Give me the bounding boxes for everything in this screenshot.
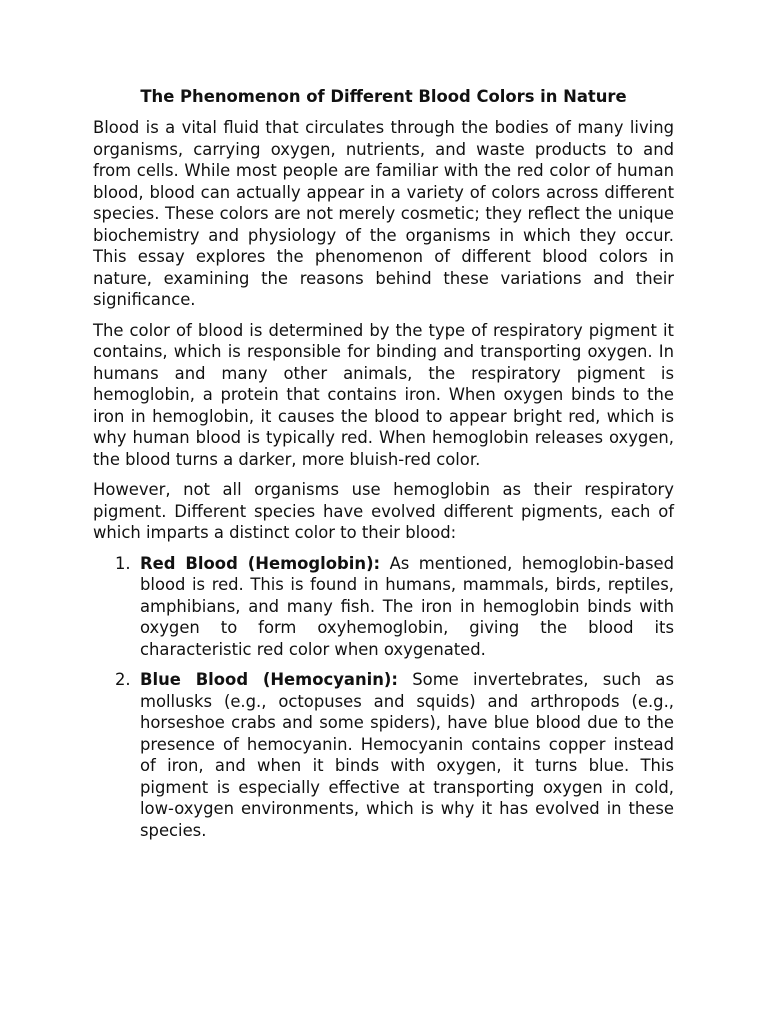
list-term: Blue Blood (Hemocyanin): (140, 670, 398, 689)
document-title: The Phenomenon of Different Blood Colors in Nature (140, 87, 627, 106)
document-page (93, 86, 674, 850)
respiratory-pigment-paragraph: The color of blood is determined by the type of respiratory pigment it contains, which is responsible for binding and transporting oxygen. In humans and many other animals, the respiratory pigment is hemoglobin, a protein that contains iron. When oxygen binds to the iron in hemoglobin, it causes the blood to appear bright red, which is why human blood is typically red. When hemoglobin releases oxygen, the blood turns a darker, more bluish-red color. (93, 320, 674, 469)
intro-paragraph: Blood is a vital fluid that circulates through the bodies of many living organisms, carrying oxygen, nutrients, and waste products to and from cells. While most people are familiar with the red color of human blood, blood can actually appear in a variety of colors across different species. These colors are not merely cosmetic; they reflect the unique biochemistry and physiology of the organisms in which they occur. This essay explores the phenomenon of different blood colors in nature, examining the reasons behind these variations and their significance. (93, 118, 674, 309)
list-text: As mentioned, hemoglobin-based blood is red. This is found in humans, mammals, birds, reptiles, amphibians, and many fish. The iron in hemoglobin binds with oxygen to form oxyhemoglobin, giving the blood its characteristic red color when oxygenated. (140, 553, 674, 659)
pigment-variation-paragraph: However, not all organisms use hemoglobin as their respiratory pigment. Different species have evolved different pigments, each of which imparts a distinct color to their blood: (93, 480, 674, 542)
list-number: 2. (115, 670, 131, 689)
list-item-blue-blood (93, 669, 674, 841)
list-number: 1. (115, 553, 131, 573)
list-text: Some invertebrates, such as mollusks (e.g., octopuses and squids) and arthropods (e.g., horseshoe crabs and some spiders), have blue blood due to the presence of hemocyanin. Hemocyanin contains copper instead of iron, and when it binds with oxygen, it turns blue. This pigment is especially effective at transporting oxygen in cold, low-oxygen environments, which is why it has evolved in these species. (140, 670, 674, 840)
list-item-red-blood (93, 553, 674, 661)
blood-color-list (93, 553, 674, 842)
list-term: Red Blood (Hemoglobin): (140, 553, 381, 573)
